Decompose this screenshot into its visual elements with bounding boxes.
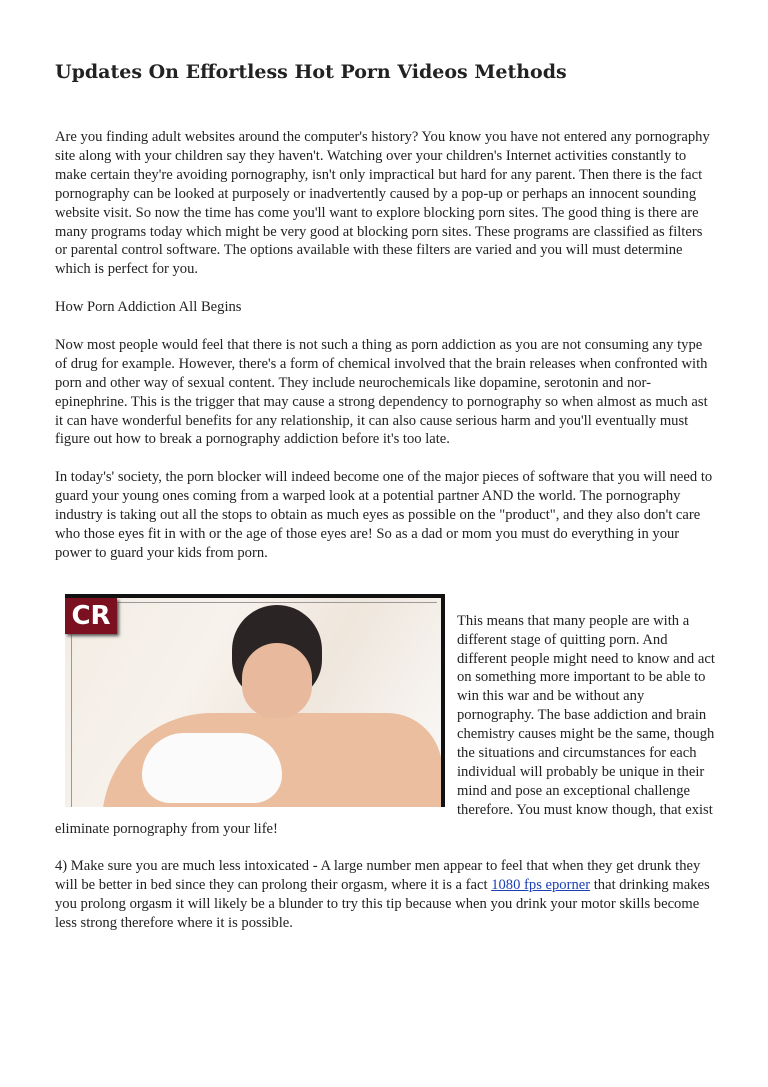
paragraph-text: that drinking makes you prolong orgasm it will likely be a blunder to try this tip because when you drink your motor skills become less strong therefore where it is possible. (55, 877, 710, 932)
article-photo (65, 594, 445, 807)
photo-logo: CR (65, 598, 117, 634)
paragraph: Now most people would feel that there is not such a thing as porn addiction as you are not consuming any type of drug for example. However, there's a form of chemical involved that the brain releases when confronted with porn and other way of sexual content. They include neurochemicals like dopamine, serotonin and nor-epinephrine. This is the trigger that may cause a strong dependency to pornography so when almost as much ast it can have wonderful benefits for any relationship, it can also cause serious harm and you'll eventually must figure out how to break a pornography addiction before it's too late. (55, 336, 708, 448)
page-title: Updates On Effortless Hot Porn Videos Methods (55, 61, 567, 83)
photo-frame (71, 602, 437, 807)
paragraph: Are you finding adult websites around the computer's history? You know you have not entered any pornography site along with your children say they haven't. Watching over your children's Internet activities constantly to make certain they're avoiding pornography, isn't only impractical but hard for any parent. Then there is the fact pornography can be looked at purposely or inadvertently caused by a pop-up or perhaps an innocent sounding website visit. So now the time has come you'll want to explore blocking porn sites. The good thing is there are many programs today which might be very good at blocking porn sites. These programs are classified as filters or parental control software. The options available with these filters are varied and you will must determine which is perfect for you. (55, 129, 710, 278)
document-page (55, 58, 715, 952)
photo-face (242, 643, 312, 718)
photo-figure-detail (142, 733, 282, 803)
section-heading: How Porn Addiction All Begins (55, 299, 242, 316)
link-1080-fps-eporner[interactable]: 1080 fps eporner (491, 877, 591, 894)
paragraph-text: 4) Make sure you are much less intoxicated - A large number men appear to feel that when they get drunk they will be better in bed since they can prolong their orgasm, where it is a fact (55, 858, 701, 894)
paragraph: In today's' society, the porn blocker will indeed become one of the major pieces of software that you will need to guard your young ones coming from a warped look at a potential partner AND the world. The pornography industry is taking out all the stops to obtain as much eyes as possible on the "product", and they also don't care who those eyes fit in with or the age of those eyes are! So as a dad or mom you must do everything in your power to guard your kids from porn. (55, 469, 713, 561)
paragraph: This means that many people are with a different stage of quitting porn. And different people might need to know and act on something more important to be able to win this war and be without any pornography. The base addiction and brain chemistry causes might be the same, though the situations and circumstances for each individual will probably be unique in their mind and pose an exceptional challenge therefore. You must know though, that exist eliminate pornography from your life! (55, 612, 715, 837)
paragraph (55, 857, 715, 933)
